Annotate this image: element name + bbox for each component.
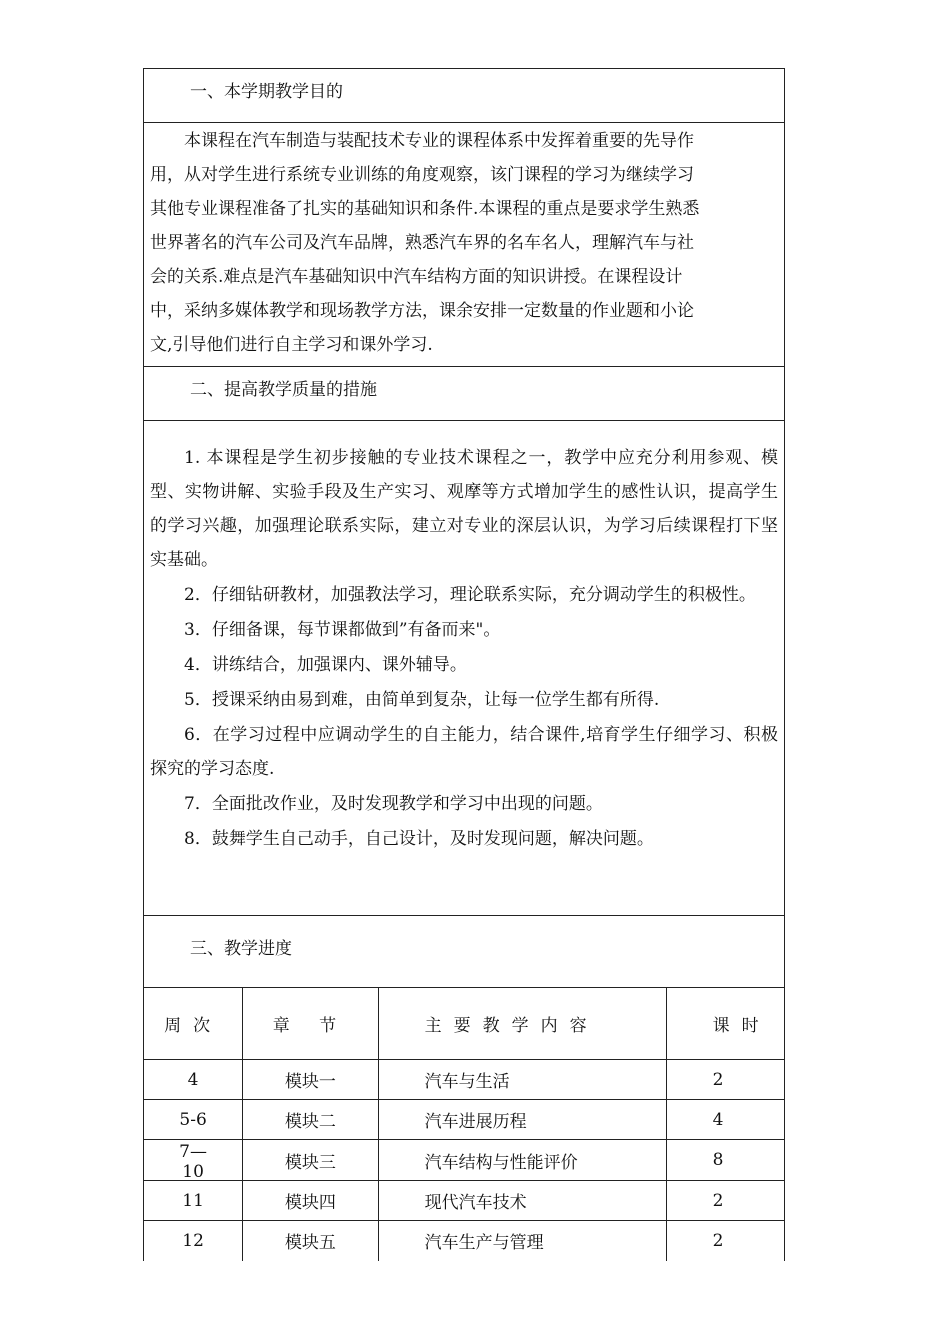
cell-hours: 4: [666, 1100, 784, 1140]
section-3-heading: 三、教学进度: [144, 916, 784, 988]
measure-item: 1. 本课程是学生初步接触的专业技术课程之一，教学中应充分利用参观、模型、实物讲解、实验手段及生产实习、观摩等方式增加学生的感性认识，提高学生的学习兴趣，加强理论联系实际，建立对专业的深层认识，为学习后续课程打下坚实基础。: [150, 448, 778, 570]
cell-week: [144, 1140, 243, 1181]
intro-line: 用，从对学生进行系统专业训练的角度观察，该门课程的学习为继续学习: [150, 165, 694, 185]
intro-line: 会的关系.难点是汽车基础知识中汽车结构方面的知识讲授。在课程设计: [150, 267, 683, 287]
col-header-hours: 课时: [666, 988, 784, 1060]
section-2-body: [144, 421, 784, 916]
intro-line: 文,引导他们进行自主学习和课外学习.: [150, 335, 433, 355]
cell-chapter: 模块一: [243, 1060, 379, 1100]
cell-week: 5-6: [144, 1100, 243, 1140]
measure-item: 7．全面批改作业，及时发现教学和学习中出现的问题。: [184, 794, 603, 814]
cell-week: 12: [144, 1221, 243, 1261]
section-1-heading: 一、本学期教学目的: [144, 69, 784, 123]
cell-week: 11: [144, 1181, 243, 1221]
col-header-week: 周次: [144, 988, 243, 1060]
cell-content: 汽车生产与管理: [378, 1221, 666, 1261]
cell-content: 现代汽车技术: [378, 1181, 666, 1221]
intro-line: 世界著名的汽车公司及汽车品牌，熟悉汽车界的名车名人，理解汽车与社: [150, 233, 694, 253]
col-header-chapter: 章 节: [243, 988, 379, 1060]
cell-chapter: 模块三: [243, 1140, 379, 1181]
teaching-plan-table: [143, 68, 785, 1261]
intro-line: 其他专业课程准备了扎实的基础知识和条件.本课程的重点是要求学生熟悉: [150, 199, 700, 219]
intro-line: 本课程在汽车制造与装配技术专业的课程体系中发挥着重要的先导作: [184, 131, 694, 151]
table-header-row: [144, 988, 784, 1060]
cell-week: 4: [144, 1060, 243, 1100]
intro-line: 中，采纳多媒体教学和现场教学方法，课余安排一定数量的作业题和小论: [150, 301, 694, 321]
table-row: [144, 1181, 784, 1221]
measure-item: 8．鼓舞学生自己动手，自己设计，及时发现问题，解决问题。: [184, 829, 654, 849]
section-1-body: [144, 123, 784, 367]
section-2-heading: 二、提高教学质量的措施: [144, 367, 784, 421]
measure-item: 4．讲练结合，加强课内、课外辅导。: [184, 655, 467, 675]
cell-chapter: 模块二: [243, 1100, 379, 1140]
cell-chapter: 模块五: [243, 1221, 379, 1261]
cell-hours: 2: [666, 1221, 784, 1261]
measure-item: 2．仔细钻研教材，加强教法学习，理论联系实际，充分调动学生的积极性。: [184, 585, 756, 605]
cell-chapter: 模块四: [243, 1181, 379, 1221]
table-row: [144, 1140, 784, 1181]
table-row: [144, 1221, 784, 1261]
cell-hours: 2: [666, 1060, 784, 1100]
cell-week-text: 7—10: [179, 1142, 207, 1181]
progress-table: [144, 987, 784, 1261]
cell-content: 汽车进展历程: [378, 1100, 666, 1140]
measure-item: 6．在学习过程中应调动学生的自主能力，结合课件,培育学生仔细学习、积极探究的学习态度.: [150, 725, 778, 779]
progress-table-wrap: [144, 987, 784, 1261]
cell-hours: 2: [666, 1181, 784, 1221]
measure-item: 5．授课采纳由易到难，由简单到复杂，让每一位学生都有所得.: [184, 690, 660, 710]
cell-hours: 8: [666, 1140, 784, 1181]
cell-content: 汽车结构与性能评价: [378, 1140, 666, 1181]
cell-content: 汽车与生活: [378, 1060, 666, 1100]
col-header-content: 主要教学内容: [378, 988, 666, 1060]
measure-item: 3．仔细备课，每节课都做到”有备而来"。: [184, 620, 501, 640]
table-row: [144, 1100, 784, 1140]
table-row: [144, 1060, 784, 1100]
